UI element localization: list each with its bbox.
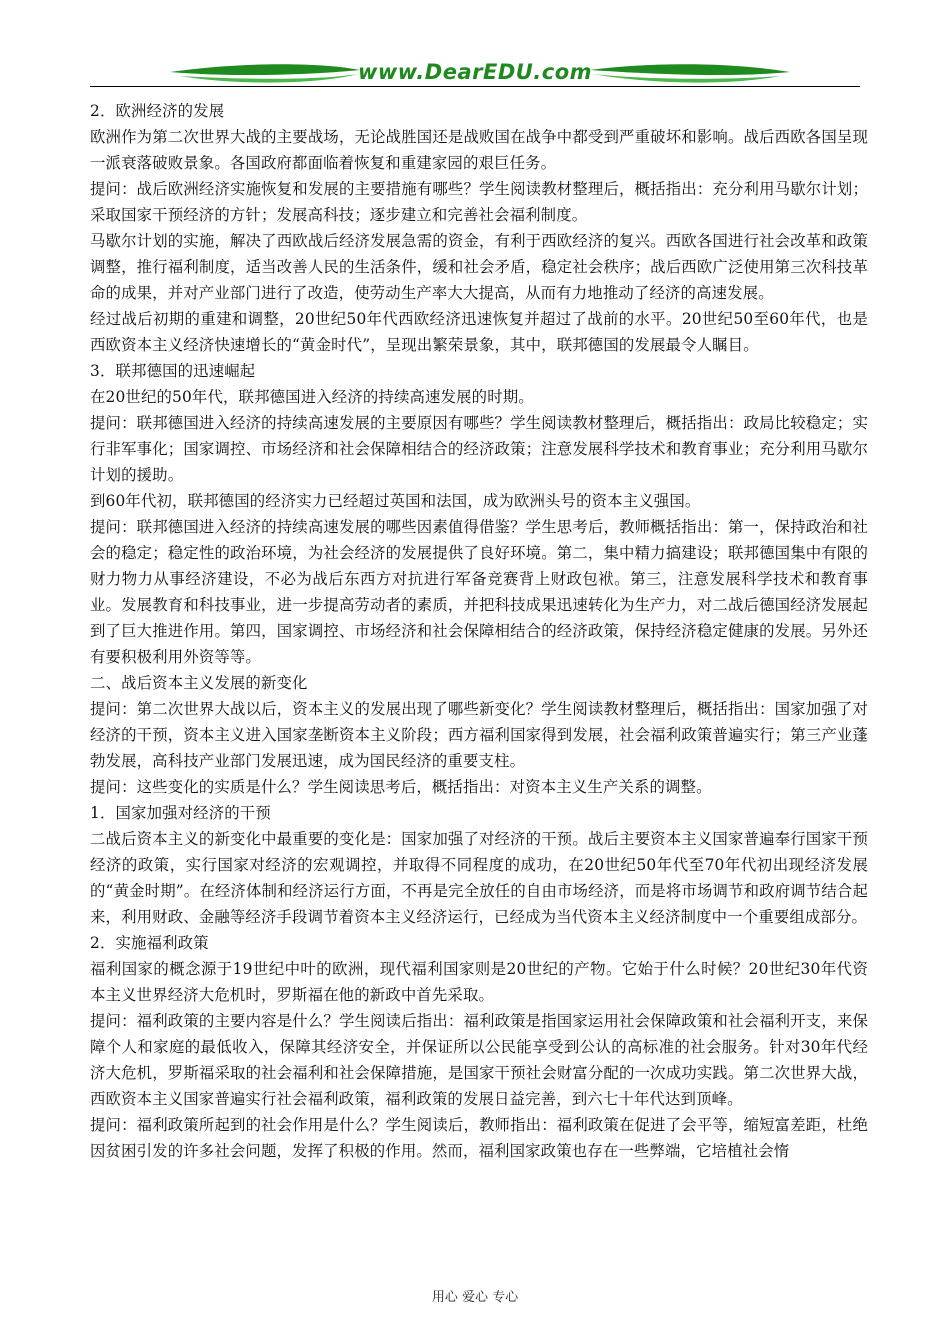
paragraph: 欧洲作为第二次世界大战的主要战场，无论战胜国还是战败国在战争中都受到严重破坏和影响。战后西欧各国呈现一派衰落破败景象。各国政府都面临着恢复和重建家园的艰巨任务。 [90, 128, 868, 172]
paragraph: 经过战后初期的重建和调整，20世纪50年代西欧经济迅速恢复并超过了战前的水平。20世纪50至60年代，也是西欧资本主义经济快速增长的“黄金时代”，呈现出繁荣景象，其中，联邦德国的发展最令人瞩目。 [90, 310, 868, 354]
paragraph: 二、战后资本主义发展的新变化 [90, 674, 308, 692]
paragraph: 提问：福利政策的主要内容是什么？学生阅读后指出：福利政策是指国家运用社会保障政策和社会福利开支，来保障个人和家庭的最低收入，保障其经济安全，并保证所以公民能享受到公认的高标准的社会服务。针对30年代经济大危机，罗斯福采取的社会福利和社会保障措施，是国家干预社会财富分配的一次成功实践。第二次世界大战，西欧资本主义国家普遍实行社会福利政策，福利政策的发展日益完善，到六七十年代达到顶峰。 [90, 1012, 868, 1108]
paragraph: 提问：福利政策所起到的社会作用是什么？学生阅读后，教师指出：福利政策在促进了会平等，缩短富差距，杜绝因贫困引发的许多社会问题，发挥了积极的作用。然而，福利国家政策也存在一些弊端，它培植社会惰 [90, 1116, 868, 1160]
paragraph: 2．欧洲经济的发展 [90, 102, 225, 120]
paragraph: 福利国家的概念源于19世纪中叶的欧洲，现代福利国家则是20世纪的产物。它始于什么时候？20世纪30年代资本主义世界经济大危机时，罗斯福在他的新政中首先采取。 [90, 960, 868, 1004]
paragraph: 提问：第二次世界大战以后，资本主义的发展出现了哪些新变化？学生阅读教材整理后，概括指出：国家加强了对经济的干预，资本主义进入国家垄断资本主义阶段；西方福利国家得到发展，社会福利政策普遍实行；第三产业蓬勃发展，高科技产业部门发展迅速，成为国民经济的重要支柱。 [90, 700, 868, 770]
paragraph: 2．实施福利政策 [90, 934, 209, 952]
paragraph: 在20世纪的50年代，联邦德国进入经济的持续高速发展的时期。 [90, 388, 534, 406]
paragraph: 提问：联邦德国进入经济的持续高速发展的主要原因有哪些？学生阅读教材整理后，概括指出：政局比较稳定；实行非军事化；国家调控、市场经济和社会保障相结合的经济政策；注意发展科学技术和教育事业；充分利用马歇尔计划的援助。 [90, 414, 868, 484]
header-divider [90, 86, 860, 87]
paragraph: 提问：这些变化的实质是什么？学生阅读思考后，概括指出：对资本主义生产关系的调整。 [90, 778, 712, 796]
paragraph: 1．国家加强对经济的干预 [90, 804, 271, 822]
paragraph: 提问：联邦德国进入经济的持续高速发展的哪些因素值得借鉴？学生思考后，教师概括指出：第一，保持政治和社会的稳定；稳定性的政治环境，为社会经济的发展提供了良好环境。第二，集中精力搞建设；联邦德国集中有限的财力物力从事经济建设，不必为战后东西方对抗进行军备竞赛背上财政包袱。第三，注意发展科学技术和教育事业。发展教育和科技事业，进一步提高劳动者的素质，并把科技成果迅速转化为生产力，对二战后德国经济发展起到了巨大推进作用。第四，国家调控、市场经济和社会保障相结合的经济政策，保持经济稳定健康的发展。另外还有要积极利用外资等等。 [90, 518, 868, 666]
paragraph: 到60年代初，联邦德国的经济实力已经超过英国和法国，成为欧洲头号的资本主义强国。 [90, 492, 701, 510]
site-logo-text: www.DearEDU.com [357, 60, 593, 84]
document-body [90, 98, 868, 1164]
paragraph: 马歇尔计划的实施，解决了西欧战后经济发展急需的资金，有利于西欧经济的复兴。西欧各国进行社会改革和政策调整，推行福利制度，适当改善人民的生活条件，缓和社会矛盾，稳定社会秩序；战后西欧广泛使用第三次科技革命的成果，并对产业部门进行了改造，使劳动生产率大大提高，从而有力地推动了经济的高速发展。 [90, 232, 868, 302]
paragraph: 提问：战后欧洲经济实施恢复和发展的主要措施有哪些？学生阅读教材整理后，概括指出：充分利用马歇尔计划；采取国家干预经济的方针；发展高科技；逐步建立和完善社会福利制度。 [90, 180, 868, 224]
paragraph: 3．联邦德国的迅速崛起 [90, 362, 256, 380]
paragraph: 二战后资本主义的新变化中最重要的变化是：国家加强了对经济的干预。战后主要资本主义国家普遍奉行国家干预经济的政策，实行国家对经济的宏观调控，并取得不同程度的成功，在20世纪50年代至70年代初出现经济发展的“黄金时期”。在经济体制和经济运行方面，不再是完全放任的自由市场经济，而是将市场调节和政府调节结合起来，利用财政、金融等经济手段调节着资本主义经济运行，已经成为当代资本主义经济制度中一个重要组成部分。 [90, 830, 868, 926]
page-footer: 用心 爱心 专心 [431, 1290, 519, 1305]
